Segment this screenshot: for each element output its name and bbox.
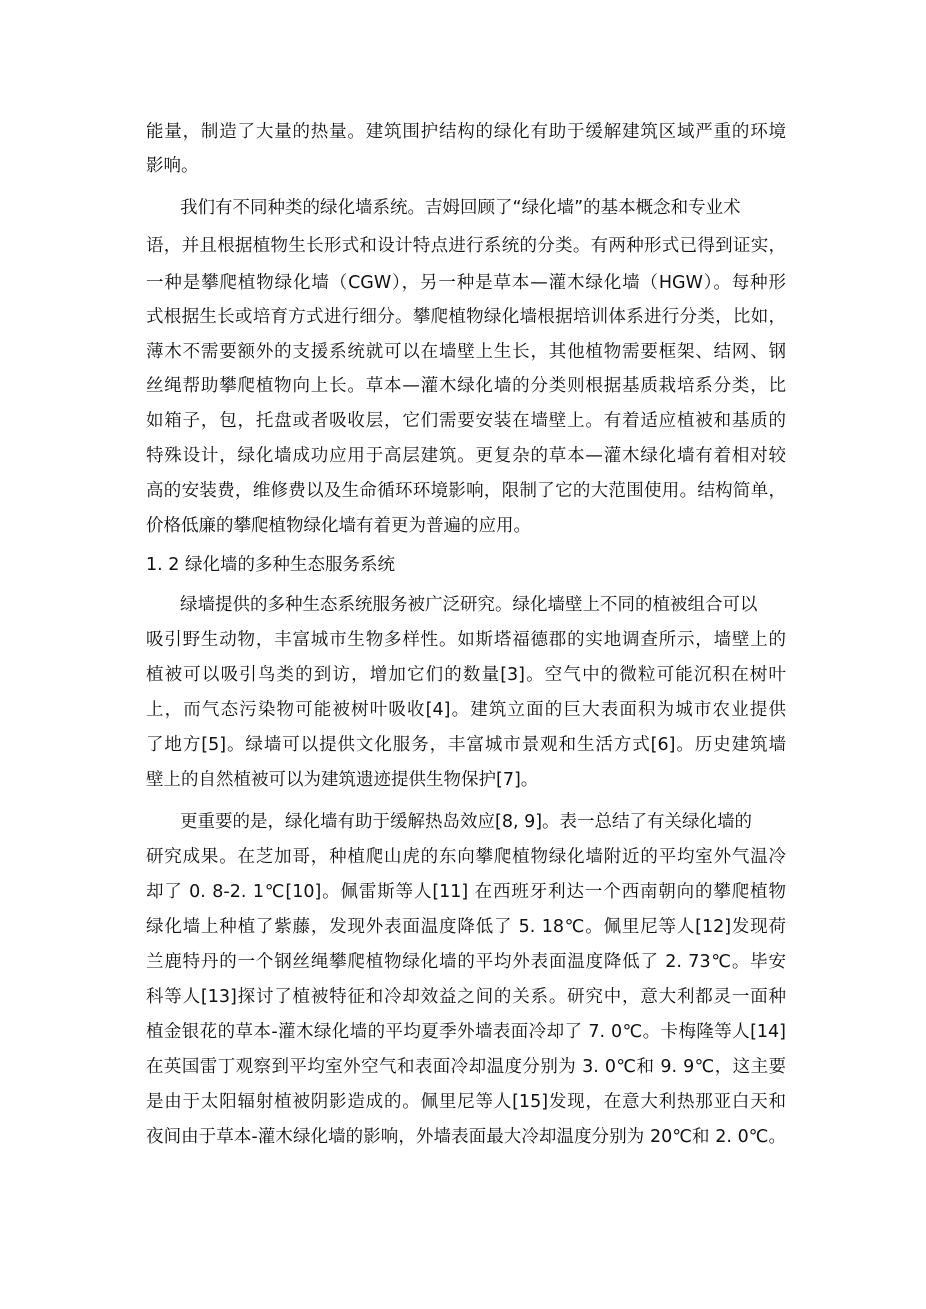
paragraph-2-line-1: 我们有不同种类的绿化墙系统。吉姆回顾了“绿化墙”的基本概念和专业术 [180, 198, 741, 218]
paragraph-1-line-2: 影响。 [146, 156, 199, 176]
paragraph-4-line-6: 科等人[13]探讨了植被特征和冷却效益之间的关系。研究中，意大利都灵一面种 [146, 987, 786, 1007]
paragraph-3-line-3: 植被可以吸引鸟类的到访，增加它们的数量[3]。空气中的微粒可能沉积在树叶 [146, 665, 786, 685]
paragraph-4-line-9: 是由于太阳辐射植被阴影造成的。佩里尼等人[15]发现，在意大利热那亚白天和 [146, 1092, 786, 1112]
paragraph-2-line-2: 语，并且根据植物生长形式和设计特点进行系统的分类。有两种形式已得到证实， [146, 236, 786, 256]
section-heading: 1. 2 绿化墙的多种生态服务系统 [146, 555, 395, 575]
paragraph-3-line-1: 绿墙提供的多种生态系统服务被广泛研究。绿化墙壁上不同的植被组合可以 [180, 595, 758, 615]
paragraph-3-line-2: 吸引野生动物，丰富城市生物多样性。如斯塔福德郡的实地调查所示，墙壁上的 [146, 630, 786, 650]
paragraph-4-line-5: 兰鹿特丹的一个钢丝绳攀爬植物绿化墙的平均外表面温度降低了 2. 73℃。毕安 [146, 952, 786, 972]
paragraph-4-line-4: 绿化墙上种植了紫藤，发现外表面温度降低了 5. 18℃。佩里尼等人[12]发现荷 [146, 917, 786, 937]
paragraph-2-line-7: 如箱子，包，托盘或者吸收层，它们需要安装在墙壁上。有着适应植被和基质的 [146, 411, 786, 431]
paragraph-2-line-5: 薄木不需要额外的支援系统就可以在墙壁上生长，其他植物需要框架、结网、钢 [146, 342, 786, 362]
paragraph-2-line-6: 丝绳帮助攀爬植物向上长。草本—灌木绿化墙的分类则根据基质栽培系分类，比 [146, 376, 786, 396]
paragraph-3-line-6: 壁上的自然植被可以为建筑遗迹提供生物保护[7]。 [146, 770, 539, 790]
paragraph-3-line-4: 上，而气态污染物可能被树叶吸收[4]。建筑立面的巨大表面积为城市农业提供 [146, 700, 786, 720]
paragraph-4-line-1: 更重要的是，绿化墙有助于缓解热岛效应[8, 9]。表一总结了有关绿化墙的 [180, 812, 753, 832]
paragraph-2-line-8: 特殊设计，绿化墙成功应用于高层建筑。更复杂的草本—灌木绿化墙有着相对较 [146, 446, 786, 466]
paragraph-4-line-3: 却了 0. 8-2. 1℃[10]。佩雷斯等人[11] 在西班牙利达一个西南朝向的攀爬植物 [146, 882, 786, 902]
paragraph-2-line-10: 价格低廉的攀爬植物绿化墙有着更为普遍的应用。 [146, 516, 531, 536]
paragraph-2-line-4: 式根据生长或培育方式进行细分。攀爬植物绿化墙根据培训体系进行分类，比如， [146, 307, 786, 327]
paragraph-4-line-10: 夜间由于草本-灌木绿化墙的影响，外墙表面最大冷却温度分别为 20℃和 2. 0℃。 [146, 1127, 786, 1147]
paragraph-4-line-7: 植金银花的草本-灌木绿化墙的平均夏季外墙表面冷却了 7. 0℃。卡梅隆等人[14] [146, 1022, 786, 1042]
paragraph-2-line-9: 高的安装费，维修费以及生命循环环境影响，限制了它的大范围使用。结构简单， [146, 481, 786, 501]
paragraph-3-line-5: 了地方[5]。绿墙可以提供文化服务，丰富城市景观和生活方式[6]。历史建筑墙 [146, 735, 786, 755]
paragraph-1-line-1: 能量，制造了大量的热量。建筑围护结构的绿化有助于缓解建筑区域严重的环境 [146, 122, 786, 142]
paragraph-4-line-8: 在英国雷丁观察到平均室外空气和表面冷却温度分别为 3. 0℃和 9. 9℃，这主要 [146, 1057, 786, 1077]
paragraph-4-line-2: 研究成果。在芝加哥，种植爬山虎的东向攀爬植物绿化墙附近的平均室外气温冷 [146, 847, 786, 867]
paragraph-2-line-3: 一种是攀爬植物绿化墙（CGW），另一种是草本—灌木绿化墙（HGW）。每种形 [146, 273, 786, 293]
